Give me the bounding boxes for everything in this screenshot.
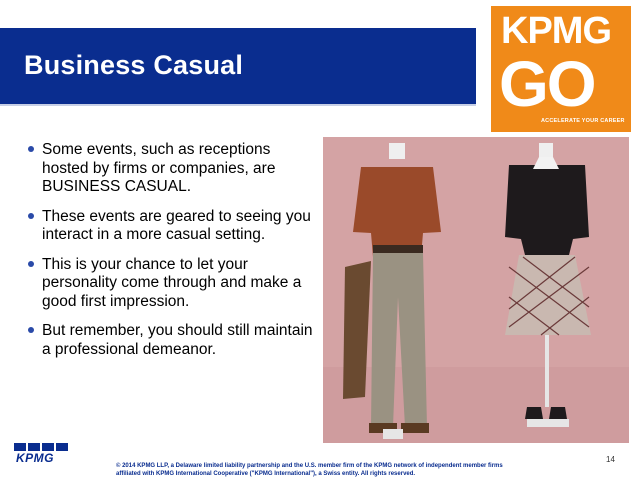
- bullet-text: Some events, such as receptions hosted by firms or companies, are BUSINESS CASUAL.: [42, 141, 276, 195]
- kpmg-go-logo: [491, 6, 631, 132]
- bullet-dot-icon: [28, 213, 34, 219]
- kpmg-footer-logo: [12, 441, 82, 467]
- bullet-item: [28, 322, 313, 359]
- business-casual-mannequins-photo: [323, 137, 629, 443]
- bullet-item: [28, 208, 313, 245]
- bullet-dot-icon: [28, 327, 34, 333]
- bullet-item: [28, 256, 313, 312]
- page-number: 14: [606, 455, 615, 464]
- kpmg-go-tagline: ACCELERATE YOUR CAREER: [541, 118, 625, 124]
- bullet-item: [28, 141, 313, 197]
- bullet-text: This is your chance to let your personality come through and make a good first impression.: [42, 255, 302, 310]
- copyright-notice: © 2014 KPMG LLP, a Delaware limited liability partnership and the U.S. member firm of the KPMG network of independent member firms affiliated with KPMG International Cooperative ("KPMG International"), a Swiss entity. All rights reserved.: [116, 463, 503, 477]
- bullet-dot-icon: [28, 261, 34, 267]
- bullet-dot-icon: [28, 146, 34, 152]
- bullet-text: These events are geared to seeing you interact in a more casual setting.: [42, 207, 311, 243]
- title-band: [0, 28, 476, 106]
- mannequins-illustration: [323, 137, 629, 443]
- bullet-text: But remember, you should still maintain a professional demeanor.: [42, 322, 313, 358]
- kpmg-go-logo-go: GO: [499, 48, 595, 120]
- kpmg-footer-logo-text: KPMG: [16, 451, 54, 465]
- slide-title: Business Casual: [24, 50, 244, 80]
- kpmg-go-logo-kpmg: KPMG: [501, 10, 611, 52]
- bullet-list: [28, 141, 313, 370]
